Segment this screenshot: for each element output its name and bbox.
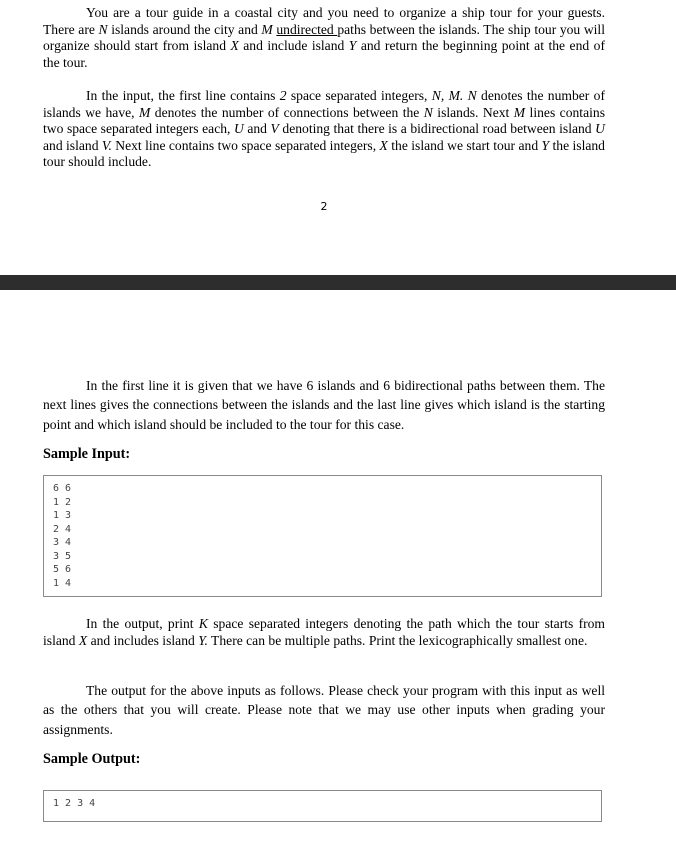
- sample-input-box: [43, 475, 602, 597]
- page-number: 2: [320, 200, 328, 213]
- sample-output-heading: Sample Output:: [43, 751, 141, 767]
- code-line: 1 4: [53, 577, 72, 589]
- sample-output-box: [43, 790, 602, 822]
- code-line: 3 5: [53, 550, 72, 562]
- underlined-word: undirected: [276, 21, 338, 37]
- code-line: 6 6: [53, 483, 72, 494]
- code-line: 5 6: [53, 564, 72, 575]
- example-explanation-paragraph: In the first line it is given that we have 6 islands and 6 bidirectional paths between them. The next lines gives the connections between the islands and the last line gives which island is the starting point and which island should be included to the tour for this case.: [43, 378, 605, 432]
- code-line: 1 2 3 4: [53, 798, 96, 809]
- code-line: 3 4: [53, 537, 72, 548]
- output-description-paragraph: In the output, print K space separated integers denoting the path which the tour starts from island X and includes island Y. There can be multiple paths. Print the lexicographically smallest one.: [43, 616, 605, 648]
- input-description-paragraph: In the input, the first line contains 2 space separated integers, N, M. N denotes the number of islands we have, M denotes the number of connections between the N islands. Next M lines contains two space separated integers each, U and V denoting that there is a bidirectional road between island U and island V. Next line contains two space separated integers, X the island we start tour and Y the island tour should include.: [43, 88, 605, 169]
- page-divider: [0, 275, 676, 290]
- code-line: 2 4: [53, 523, 72, 535]
- code-line: 1 3: [53, 510, 72, 521]
- sample-input-heading: Sample Input:: [43, 446, 131, 462]
- output-note-paragraph: The output for the above inputs as follows. Please check your program with this input as well as the others that you will create. Please note that we may use other inputs when grading your assignments.: [43, 683, 605, 737]
- code-line: 1 2: [53, 496, 72, 508]
- intro-paragraph: You are a tour guide in a coastal city and you need to organize a ship tour for your guests. There are N islands around the city and M undirected paths between the islands. The ship tour you will organize should start from island X and include island Y and return the beginning point at the end of the tour.: [43, 5, 605, 70]
